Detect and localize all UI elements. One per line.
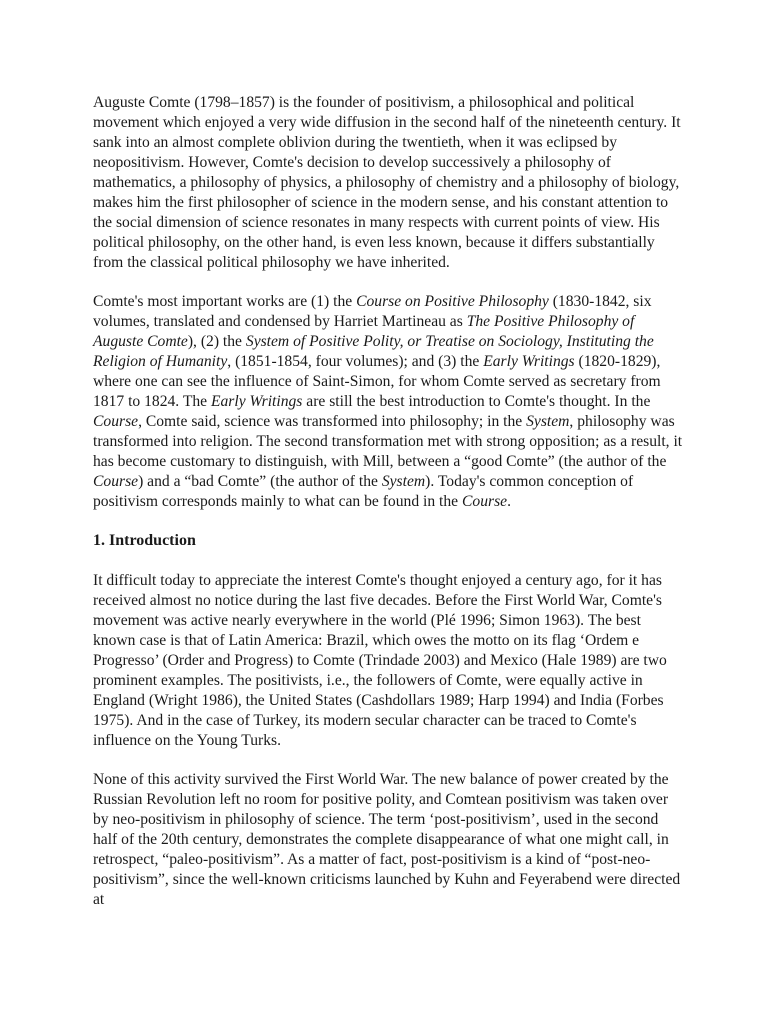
text-run: ), (2) the <box>187 333 246 350</box>
text-run: are still the best introduction to Comte's thought. In the <box>302 393 651 410</box>
text-run: Comte's most important works are (1) the <box>93 293 357 310</box>
italic-title: System <box>381 473 426 490</box>
text-run: (1830-1842, six volumes, translated and condensed by Harriet Martineau as <box>93 293 652 330</box>
italic-title: Course <box>93 413 139 430</box>
paragraph-works <box>93 292 683 512</box>
document-body <box>93 93 683 929</box>
text-run: (1820-1829), where one can see the influence of Saint-Simon, for whom Comte served as secretary from 1817 to 1824. The <box>93 353 661 410</box>
italic-title: The Positive Philosophy of Auguste Comte <box>93 313 635 350</box>
text-run: ) and a “bad Comte” (the author of the <box>138 473 382 490</box>
section-heading: 1. Introduction <box>93 532 196 549</box>
paragraph-intro: Auguste Comte (1798–1857) is the founder of positivism, a philosophical and political movement which enjoyed a very wide diffusion in the second half of the nineteenth century. It sank into an almost complete oblivion during the twentieth, when it was eclipsed by neopositivism. However, Comte's decision to develop successively a philosophy of mathematics, a philosophy of physics, a philosophy of chemistry and a philosophy of biology, makes him the first philosopher of science in the modern sense, and his constant attention to the social dimension of science resonates in many respects with current points of view. His political philosophy, on the other hand, is even less known, because it differs substantially from the classical political philosophy we have inherited. <box>93 94 681 271</box>
paragraph-introduction-2: None of this activity survived the First World War. The new balance of power created by the Russian Revolution left no room for positive polity, and Comtean positivism was taken over by neo-positivism in philosophy of science. The term ‘post-positivism’, used in the second half of the 20th century, demonstrates the complete disappearance of what one might call, in retrospect, “paleo-positivism”. As a matter of fact, post-positivism is a kind of “post-neo-positivism”, since the well-known criticisms launched by Kuhn and Feyerabend were directed at <box>93 771 681 908</box>
italic-title: Course on Positive Philosophy <box>356 293 549 310</box>
italic-title: Course <box>462 493 508 510</box>
italic-title: System <box>526 413 570 430</box>
italic-title: Early Writings <box>210 393 303 410</box>
italic-title: System of Positive Polity, or Treatise on Sociology, Instituting the Religion of Humanity <box>93 333 654 370</box>
text-run: , (1851-1854, four volumes); and (3) the <box>227 353 484 370</box>
paragraph-introduction-1: It difficult today to appreciate the interest Comte's thought enjoyed a century ago, for it has received almost no notice during the last five decades. Before the First World War, Comte's movement was active nearly everywhere in the world (Plé 1996; Simon 1963). The best known case is that of Latin America: Brazil, which owes the motto on its flag ‘Ordem e Progresso’ (Order and Progress) to Comte (Trindade 2003) and Mexico (Hale 1989) are two prominent examples. The positivists, i.e., the followers of Comte, were equally active in England (Wright 1986), the United States (Cashdollars 1989; Harp 1994) and India (Forbes 1975). And in the case of Turkey, its modern secular character can be traced to Comte's influence on the Young Turks. <box>93 572 667 749</box>
italic-title: Course <box>93 473 139 490</box>
italic-title: Early Writings <box>483 353 575 370</box>
text-run: , Comte said, science was transformed into philosophy; in the <box>138 413 527 430</box>
text-run: , philosophy was transformed into religion. The second transformation met with strong opposition; as a result, it has become customary to distinguish, with Mill, between a “good Comte” (the author of the <box>93 413 683 470</box>
text-run: . <box>507 493 511 510</box>
text-run: ). Today's common conception of positivism corresponds mainly to what can be found in the <box>93 473 634 510</box>
